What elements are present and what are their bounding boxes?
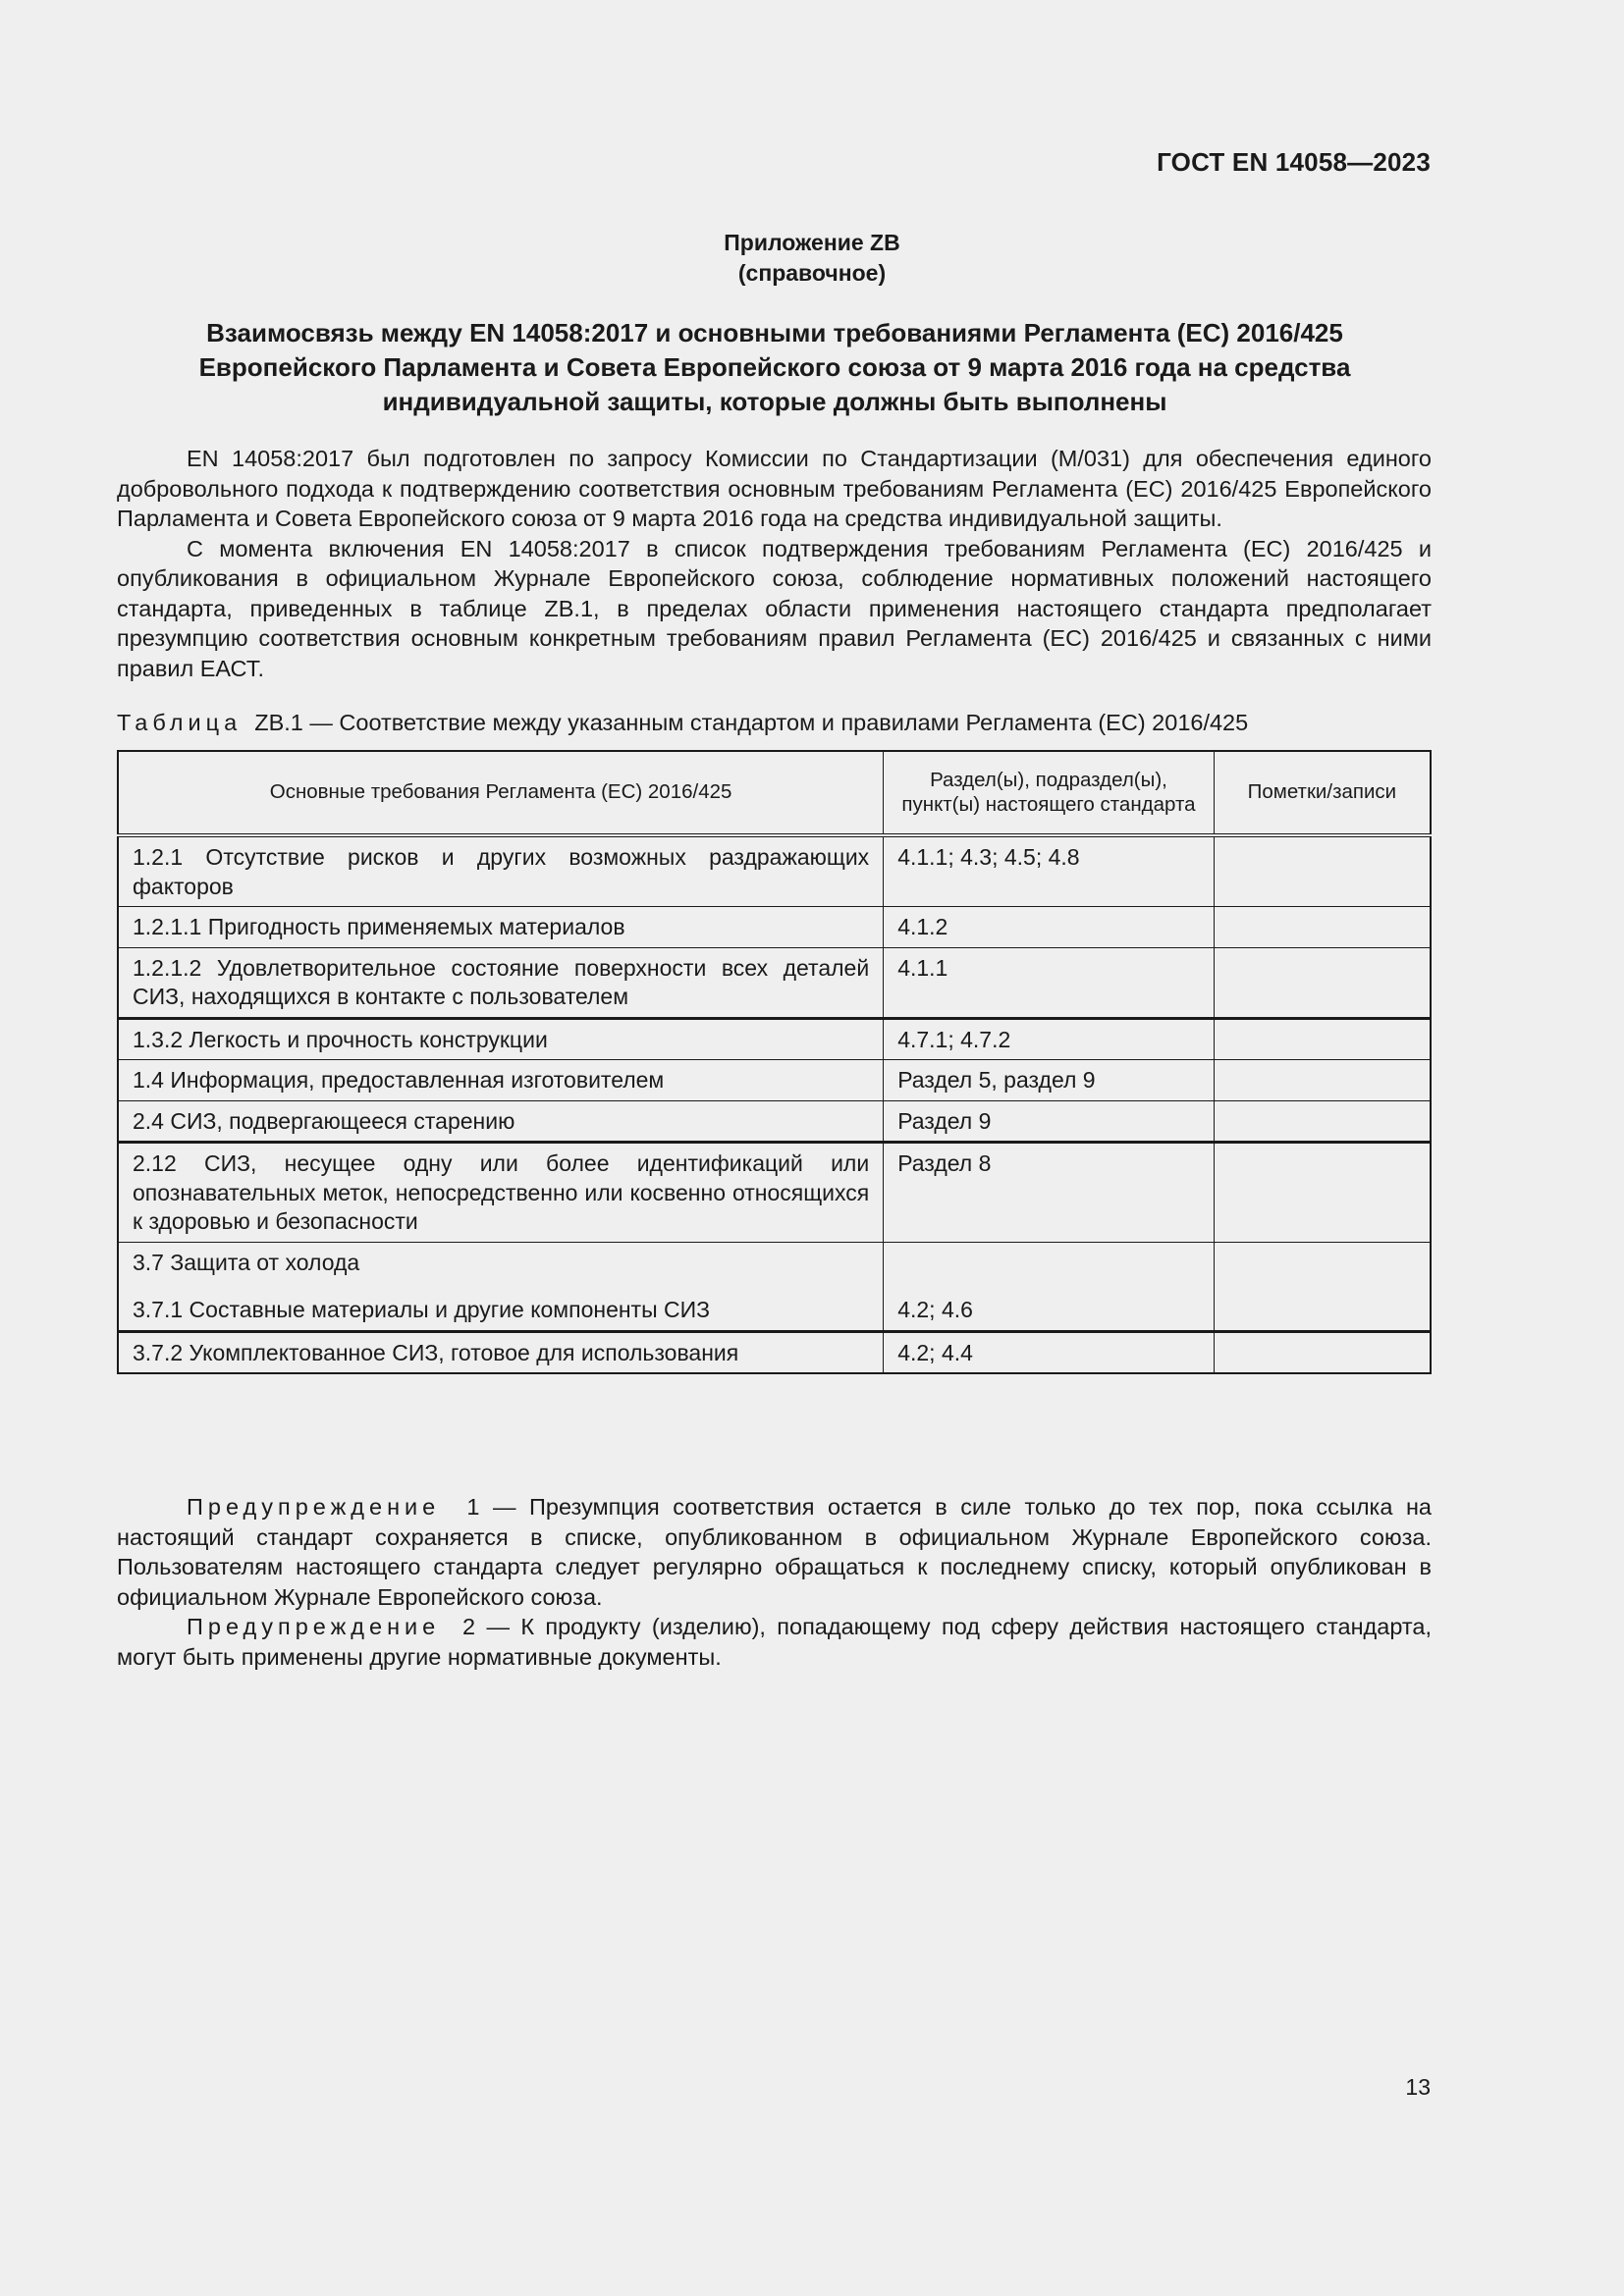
warning-label: Предупреждение <box>187 1494 441 1520</box>
notes-cell <box>1214 1018 1431 1060</box>
warning-text: 1 — Презумпция соответствия остается в силе только до тех пор, пока ссылка на настоящий стандарт сохраняется в списке, опубликованном в официальном Журнале Европейского союза. Пользователям настоящего стандарта следует регулярно обращаться к последнему списку, который опубликован в официальном Журнале Европейского союза. <box>117 1494 1432 1610</box>
table-caption-prefix: Таблица <box>117 710 243 735</box>
table-row <box>118 1018 1431 1060</box>
requirement-cell: 1.2.1.2 Удовлетворительное состояние поверхности всех деталей СИЗ, находящихся в контакте с пользователем <box>118 947 884 1018</box>
table-row <box>118 1143 1431 1243</box>
clause-cell: 4.1.2 <box>884 907 1215 948</box>
requirement-group-title: 3.7 Защита от холода <box>133 1249 360 1275</box>
table-header-clauses: Раздел(ы), подраздел(ы), пункт(ы) настоящего стандарта <box>884 751 1215 835</box>
clause-cell <box>884 1242 1215 1331</box>
notes-cell <box>1214 907 1431 948</box>
warning-text: 2 — К продукту (изделию), попадающему под сферу действия настоящего стандарта, могут быть применены другие нормативные документы. <box>117 1614 1432 1670</box>
annex-title <box>118 316 1432 419</box>
table-header-row <box>118 751 1431 835</box>
warning-paragraph <box>117 1612 1432 1672</box>
table-caption-text: ZB.1 — Соответствие между указанным стандартом и правилами Регламента (ЕС) 2016/425 <box>254 710 1249 735</box>
table-header-requirements: Основные требования Регламента (ЕС) 2016/425 <box>118 751 884 835</box>
clause-cell: 4.7.1; 4.7.2 <box>884 1018 1215 1060</box>
clause-cell: Раздел 9 <box>884 1100 1215 1143</box>
annex-type: (справочное) <box>737 260 887 286</box>
requirement-cell: 3.7.2 Укомплектованное СИЗ, готовое для использования <box>118 1331 884 1373</box>
table-row <box>118 947 1431 1018</box>
requirement-cell <box>118 1242 884 1331</box>
requirement-cell: 1.2.1.1 Пригодность применяемых материалов <box>118 907 884 948</box>
intro-text <box>117 444 1432 683</box>
clause-cell: Раздел 8 <box>884 1143 1215 1243</box>
notes-cell <box>1214 1060 1431 1101</box>
clause-subitem: 4.2; 4.6 <box>897 1297 973 1322</box>
clause-cell: 4.2; 4.4 <box>884 1331 1215 1373</box>
clause-cell: 4.1.1 <box>884 947 1215 1018</box>
table-row <box>118 907 1431 948</box>
annex-title-line: индивидуальной защиты, которые должны быть выполнены <box>382 387 1167 416</box>
notes-cell <box>1214 1331 1431 1373</box>
table-row <box>118 1331 1431 1373</box>
table-row <box>118 1060 1431 1101</box>
cell-spacer <box>897 1277 1200 1296</box>
annex-title-line: Европейского Парламента и Совета Европейского союза от 9 марта 2016 года на средства <box>198 352 1351 382</box>
notes-cell <box>1214 1242 1431 1331</box>
table-row <box>118 1100 1431 1143</box>
requirement-cell: 1.3.2 Легкость и прочность конструкции <box>118 1018 884 1060</box>
notes-cell <box>1214 1143 1431 1243</box>
requirement-cell: 1.2.1 Отсутствие рисков и других возможных раздражающих факторов <box>118 835 884 907</box>
requirement-cell: 2.4 СИЗ, подвергающееся старению <box>118 1100 884 1143</box>
requirement-cell: 1.4 Информация, предоставленная изготовителем <box>118 1060 884 1101</box>
annex-label: Приложение ZB <box>724 230 900 255</box>
clause-group-value <box>897 1249 1200 1278</box>
table-row <box>118 1242 1431 1331</box>
cell-spacer <box>133 1277 869 1296</box>
notes-cell <box>1214 1100 1431 1143</box>
annex-title-line: Взаимосвязь между EN 14058:2017 и основными требованиями Регламента (ЕС) 2016/425 <box>206 318 1343 347</box>
document-code: ГОСТ EN 14058—2023 <box>1157 147 1431 177</box>
table-caption <box>117 708 1248 737</box>
notes-cell <box>1214 835 1431 907</box>
intro-paragraph: EN 14058:2017 был подготовлен по запросу Комиссии по Стандартизации (M/031) для обеспечения единого добровольного подхода к подтверждению соответствия основным требованиям Регламента (ЕС) 2016/425 Европейского Парламента и Совета Европейского союза от 9 марта 2016 года на средства индивидуальной защиты. <box>117 446 1432 531</box>
requirements-table <box>117 750 1432 1374</box>
requirement-cell: 2.12 СИЗ, несущее одну или более идентификаций или опознавательных меток, непосредственно или косвенно относящихся к здоровью и безопасности <box>118 1143 884 1243</box>
warning-label: Предупреждение <box>187 1614 441 1639</box>
clause-cell: 4.1.1; 4.3; 4.5; 4.8 <box>884 835 1215 907</box>
notes-cell <box>1214 947 1431 1018</box>
page-number: 13 <box>1405 2074 1431 2100</box>
table-row <box>118 835 1431 907</box>
requirement-subitem: 3.7.1 Составные материалы и другие компоненты СИЗ <box>133 1297 711 1322</box>
warnings-block <box>117 1492 1432 1672</box>
annex-heading <box>0 228 1624 289</box>
intro-paragraph: С момента включения EN 14058:2017 в список подтверждения требованиям Регламента (ЕС) 2016/425 и опубликования в официальном Журнале Европейского союза, соблюдение нормативных положений настоящего стандарта, приведенных в таблице ZB.1, в пределах области применения настоящего стандарта предполагает презумпцию соответствия основным конкретным требованиям правил Регламента (ЕС) 2016/425 и связанных с ними правил ЕАСТ. <box>117 535 1432 681</box>
warning-paragraph <box>117 1492 1432 1612</box>
clause-cell: Раздел 5, раздел 9 <box>884 1060 1215 1101</box>
table-header-notes: Пометки/записи <box>1214 751 1431 835</box>
